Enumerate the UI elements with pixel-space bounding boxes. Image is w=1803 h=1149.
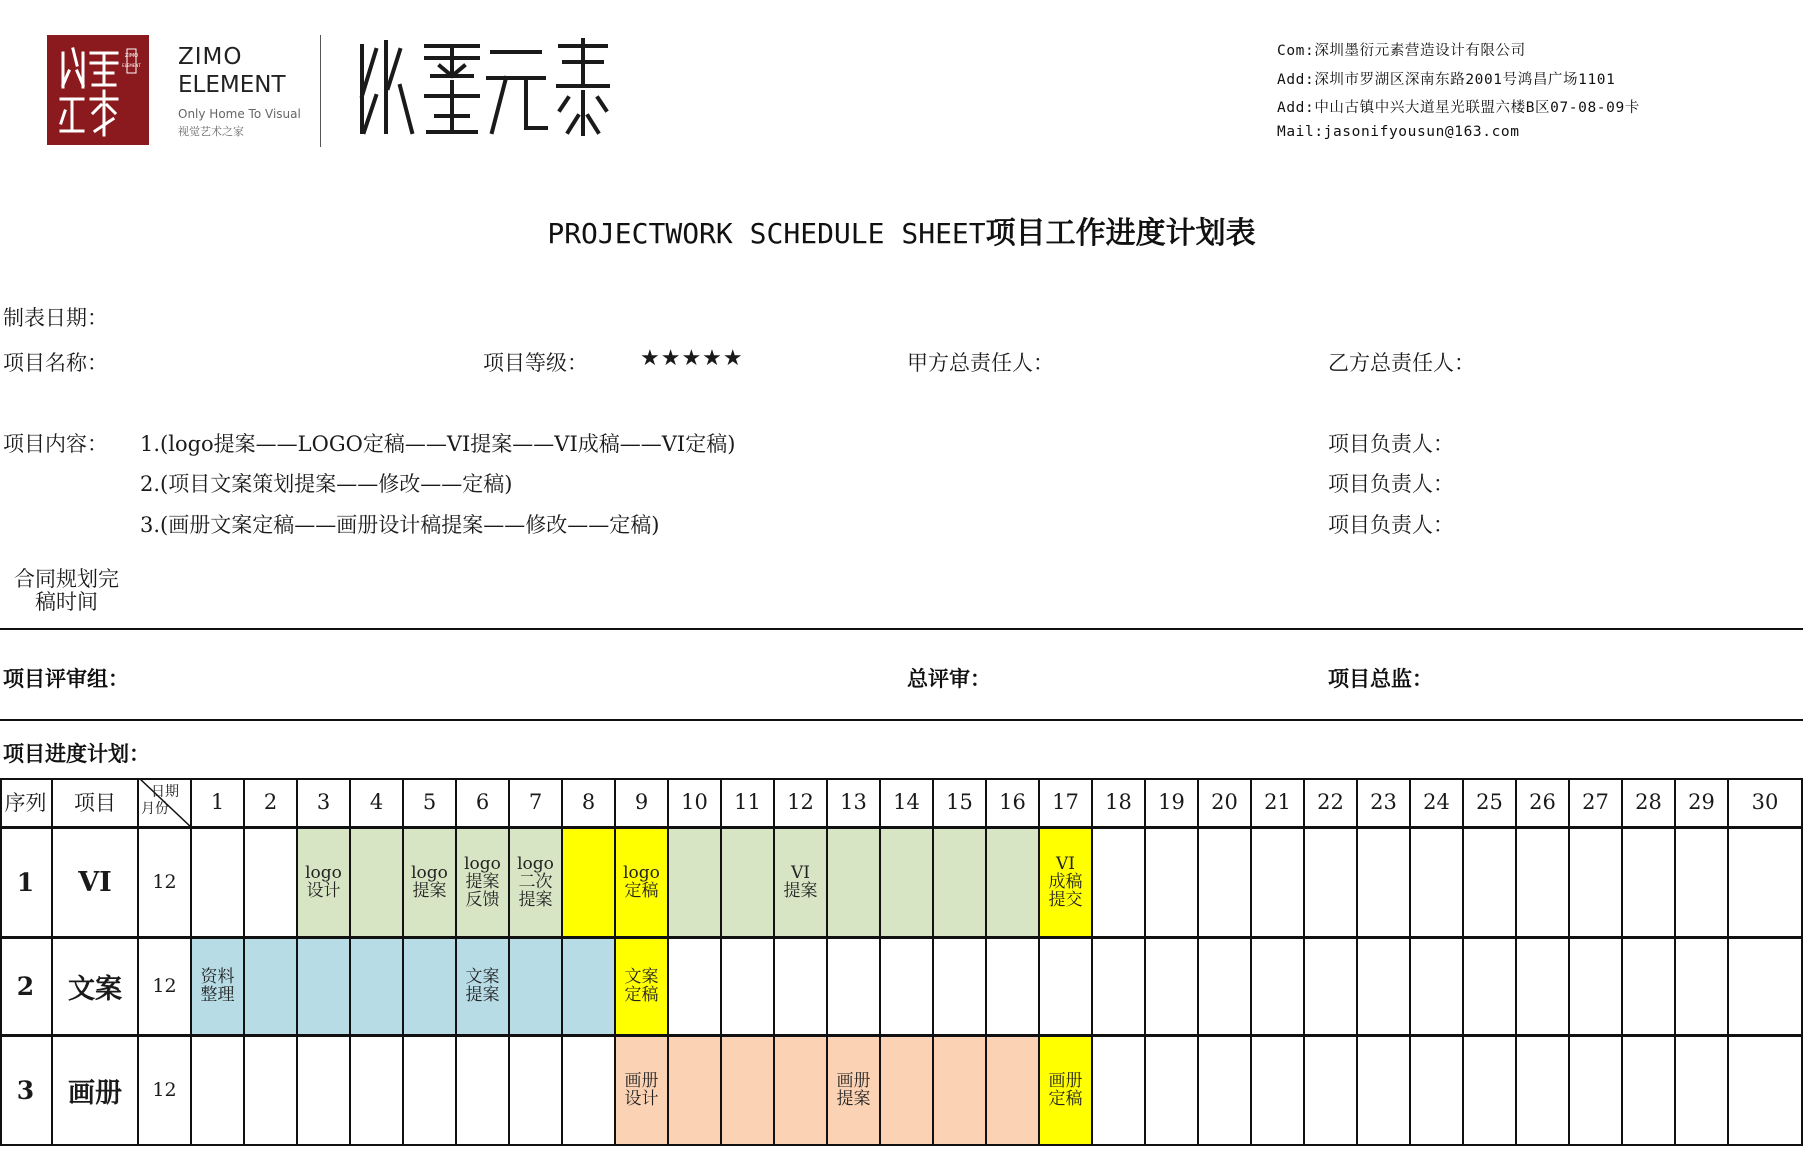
logo-tagline-en: Only Home To Visual [178, 107, 301, 121]
contact-company: Com:深圳墨衍元素营造设计有限公司 [1277, 43, 1526, 59]
schedule-cell [1358, 1036, 1411, 1146]
header-day-8: 8 [563, 778, 616, 828]
content-item-1: 1.(logo提案——LOGO定稿——VI提案——VI成稿——VI定稿) [140, 432, 736, 456]
schedule-cell [1517, 1036, 1570, 1146]
schedule-cell [881, 1036, 934, 1146]
schedule-cell [1146, 938, 1199, 1036]
header-day-9: 9 [616, 778, 669, 828]
header-day-3: 3 [298, 778, 351, 828]
party-a-label: 甲方总责任人： [907, 351, 1054, 375]
header-seq: 序列 [0, 778, 53, 828]
page-title-en: PROJECTWORK SCHEDULE SHEET [547, 217, 986, 250]
schedule-cell [404, 1036, 457, 1146]
header-day-13: 13 [828, 778, 881, 828]
schedule-cell [510, 938, 563, 1036]
schedule-cell [881, 938, 934, 1036]
schedule-cell [1623, 1036, 1676, 1146]
schedule-cell [510, 1036, 563, 1146]
header-day-26: 26 [1517, 778, 1570, 828]
seal-small-text-2: ELEMENT [122, 63, 141, 68]
schedule-cell [828, 828, 881, 938]
schedule-cell [1676, 1036, 1729, 1146]
header-day-28: 28 [1623, 778, 1676, 828]
schedule-cell [457, 1036, 510, 1146]
row-month: 12 [139, 938, 192, 1036]
schedule-cell [987, 938, 1040, 1036]
schedule-cell [1676, 938, 1729, 1036]
header-day-5: 5 [404, 778, 457, 828]
content-label: 项目内容： [3, 432, 108, 456]
schedule-cell [351, 938, 404, 1036]
schedule-cell [722, 828, 775, 938]
schedule-cell [1729, 938, 1803, 1036]
contact-address-2: Add:中山古镇中兴大道星光联盟六楼B区07-08-09卡 [1277, 100, 1640, 116]
schedule-cell: logo 定稿 [616, 828, 669, 938]
schedule-cell: logo 设计 [298, 828, 351, 938]
header-day-23: 23 [1358, 778, 1411, 828]
project-level-stars: ★★★★★ [640, 346, 744, 371]
schedule-cell [351, 828, 404, 938]
schedule-cell [881, 828, 934, 938]
schedule-cell [1411, 938, 1464, 1036]
row-month: 12 [139, 1036, 192, 1146]
schedule-cell [245, 1036, 298, 1146]
schedule-cell [404, 938, 457, 1036]
schedule-cell: logo 二次 提案 [510, 828, 563, 938]
row-separator-1 [0, 826, 1803, 829]
schedule-cell: 资料 整理 [192, 938, 245, 1036]
schedule-cell [1517, 828, 1570, 938]
schedule-cell [1358, 828, 1411, 938]
schedule-cell [1199, 828, 1252, 938]
schedule-cell [1305, 938, 1358, 1036]
schedule-cell: 文案 提案 [457, 938, 510, 1036]
owner-label-2: 项目负责人： [1328, 472, 1454, 496]
contact-mail[interactable]: Mail:jasonifyousun@163.com [1277, 124, 1520, 140]
schedule-cell [563, 938, 616, 1036]
header-day-12: 12 [775, 778, 828, 828]
schedule-cell [1199, 1036, 1252, 1146]
schedule-cell [1729, 1036, 1803, 1146]
owner-label-1: 项目负责人： [1328, 432, 1454, 456]
review-group-label: 项目评审组： [3, 666, 129, 691]
project-level-label: 项目等级： [483, 351, 588, 375]
schedule-cell [1146, 1036, 1199, 1146]
schedule-cell: logo 提案 反馈 [457, 828, 510, 938]
content-item-3: 3.(画册文案定稿——画册设计稿提案——修改——定稿) [140, 513, 660, 537]
header-day-10: 10 [669, 778, 722, 828]
header-day-4: 4 [351, 778, 404, 828]
row-month: 12 [139, 828, 192, 938]
schedule-cell [1464, 1036, 1517, 1146]
chief-review-label: 总评审： [907, 666, 991, 691]
logo-brand-cn-wordmark [356, 36, 612, 144]
schedule-cell [1305, 828, 1358, 938]
header-day-7: 7 [510, 778, 563, 828]
header-day-22: 22 [1305, 778, 1358, 828]
schedule-table [0, 778, 1803, 1148]
schedule-cell [1517, 938, 1570, 1036]
header-item: 项目 [53, 778, 139, 828]
row-name: 画册 [53, 1036, 139, 1146]
header-day-2: 2 [245, 778, 298, 828]
schedule-cell [1570, 828, 1623, 938]
header-day-27: 27 [1570, 778, 1623, 828]
schedule-cell [1464, 938, 1517, 1036]
corner-month-label: 月份 [141, 801, 169, 817]
schedule-cell [1040, 938, 1093, 1036]
seal-mark-icon [47, 35, 149, 145]
header-day-20: 20 [1199, 778, 1252, 828]
schedule-cell: 画册 提案 [828, 1036, 881, 1146]
schedule-cell [192, 828, 245, 938]
schedule-cell [1093, 938, 1146, 1036]
logo-brand-en-line1: ZIMO [178, 44, 243, 70]
schedule-cell: 画册 定稿 [1040, 1036, 1093, 1146]
seal-small-text: ZIMO [124, 53, 139, 59]
schedule-label: 项目进度计划： [3, 741, 150, 766]
schedule-cell [934, 828, 987, 938]
schedule-cell [245, 828, 298, 938]
header-day-14: 14 [881, 778, 934, 828]
schedule-cell [1464, 828, 1517, 938]
schedule-cell [934, 1036, 987, 1146]
schedule-cell [1623, 828, 1676, 938]
logo-seal [47, 35, 149, 145]
director-label: 项目总监： [1328, 666, 1433, 691]
header-day-15: 15 [934, 778, 987, 828]
schedule-cell [192, 1036, 245, 1146]
schedule-cell [669, 828, 722, 938]
row-seq-3: 3 [0, 1036, 53, 1146]
schedule-cell [1093, 828, 1146, 938]
schedule-cell [1570, 938, 1623, 1036]
schedule-cell [1570, 1036, 1623, 1146]
schedule-cell [563, 1036, 616, 1146]
header-day-21: 21 [1252, 778, 1305, 828]
corner-date-label: 日期 [151, 784, 179, 800]
header-day-30: 30 [1729, 778, 1803, 828]
logo-tagline-cn: 视觉艺术之家 [178, 125, 244, 138]
contact-address-1: Add:深圳市罗湖区深南东路2001号鸿昌广场1101 [1277, 72, 1616, 88]
schedule-cell [563, 828, 616, 938]
schedule-cell [987, 1036, 1040, 1146]
schedule-cell [1305, 1036, 1358, 1146]
schedule-cell [1199, 938, 1252, 1036]
row-separator-3 [0, 1034, 1803, 1037]
schedule-cell [1146, 828, 1199, 938]
header-day-29: 29 [1676, 778, 1729, 828]
page-title-cn: 项目工作进度计划表 [985, 216, 1256, 251]
schedule-cell [775, 1036, 828, 1146]
date-label: 制表日期： [3, 306, 108, 330]
schedule-cell: VI 成稿 提交 [1040, 828, 1093, 938]
schedule-cell [1411, 1036, 1464, 1146]
row-separator-2 [0, 936, 1803, 939]
schedule-cell [934, 938, 987, 1036]
schedule-cell [669, 1036, 722, 1146]
schedule-cell: 画册 设计 [616, 1036, 669, 1146]
schedule-cell [298, 938, 351, 1036]
header-day-24: 24 [1411, 778, 1464, 828]
schedule-cell [1252, 938, 1305, 1036]
schedule-cell [669, 938, 722, 1036]
row-name: VI [53, 828, 139, 938]
contract-time-label-line2: 稿时间 [35, 590, 98, 614]
header-day-11: 11 [722, 778, 775, 828]
schedule-cell [1252, 1036, 1305, 1146]
schedule-cell: VI 提案 [775, 828, 828, 938]
schedule-cell: 文案 定稿 [616, 938, 669, 1036]
schedule-cell [828, 938, 881, 1036]
header-day-6: 6 [457, 778, 510, 828]
schedule-cell [722, 938, 775, 1036]
contract-time-label-line1: 合同规划完 [14, 567, 119, 591]
schedule-cell [1676, 828, 1729, 938]
content-item-2: 2.(项目文案策划提案——修改——定稿) [140, 472, 513, 496]
header-day-18: 18 [1093, 778, 1146, 828]
row-name: 文案 [53, 938, 139, 1036]
schedule-cell: logo 提案 [404, 828, 457, 938]
logo-brand-en-line2: ELEMENT [178, 72, 286, 98]
schedule-cell [1411, 828, 1464, 938]
header-date-corner [139, 778, 192, 828]
schedule-cell [1252, 828, 1305, 938]
divider-line-1 [0, 628, 1803, 630]
brand-wordmark-icon [356, 36, 612, 140]
schedule-cell [1729, 828, 1803, 938]
page-title [0, 208, 1803, 252]
schedule-cell [351, 1036, 404, 1146]
schedule-cell [1358, 938, 1411, 1036]
schedule-cell [722, 1036, 775, 1146]
header-day-17: 17 [1040, 778, 1093, 828]
header-day-1: 1 [192, 778, 245, 828]
party-b-label: 乙方总责任人： [1328, 351, 1475, 375]
owner-label-3: 项目负责人： [1328, 513, 1454, 537]
schedule-cell [1093, 1036, 1146, 1146]
divider-line-2 [0, 719, 1803, 721]
logo-divider [320, 35, 321, 147]
header-day-25: 25 [1464, 778, 1517, 828]
row-seq-1: 1 [0, 828, 53, 938]
schedule-cell [987, 828, 1040, 938]
schedule-cell [775, 938, 828, 1036]
header-day-19: 19 [1146, 778, 1199, 828]
schedule-cell [245, 938, 298, 1036]
schedule-cell [1623, 938, 1676, 1036]
schedule-cell [298, 1036, 351, 1146]
header-day-16: 16 [987, 778, 1040, 828]
project-name-label: 项目名称： [3, 351, 108, 375]
row-seq-2: 2 [0, 938, 53, 1036]
